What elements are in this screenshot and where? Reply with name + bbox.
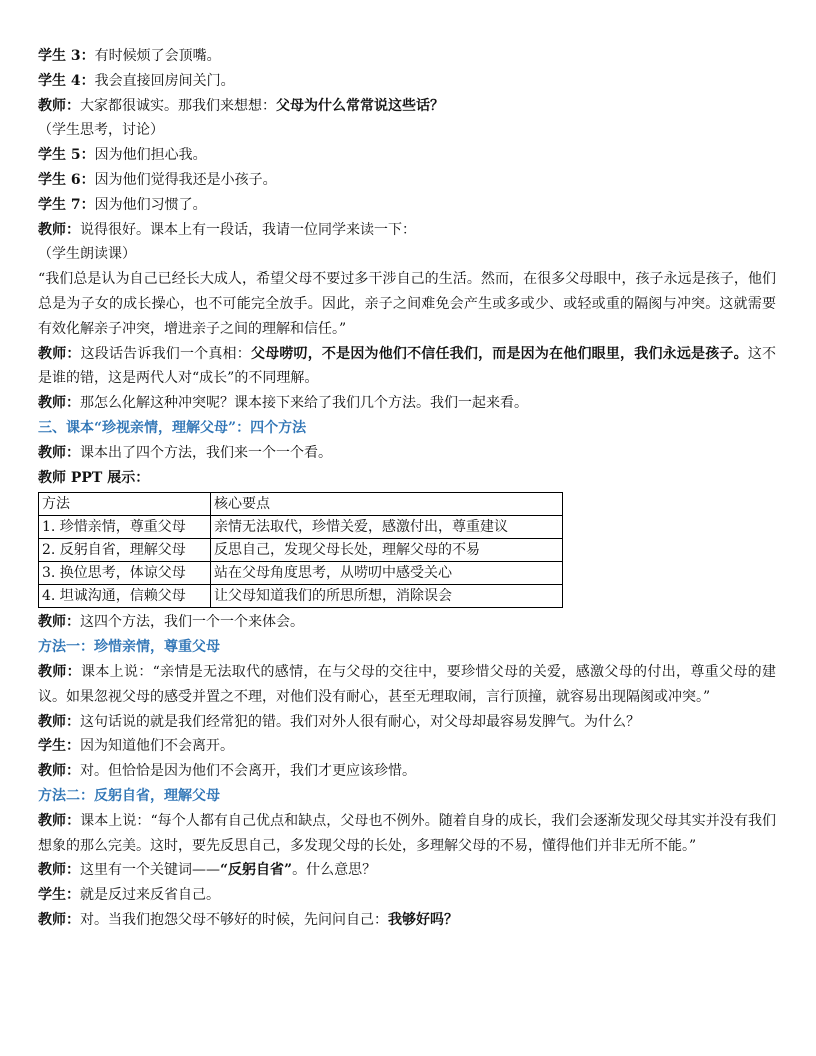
dialogue-line (38, 44, 776, 69)
table-cell: 1. 珍惜亲情，尊重父母 (39, 516, 211, 539)
dialogue-line (38, 710, 776, 735)
emphasis-text: 我够好吗？ (388, 911, 458, 928)
speaker-label: 学生： (38, 738, 80, 755)
speaker-label: 学生 6： (38, 171, 95, 188)
dialogue-text: 就是反过来反省自己。 (80, 887, 220, 904)
dialogue-text: 我会直接回房间关门。 (94, 72, 235, 89)
table-cell: 站在父母角度思考，从唠叨中感受关心 (211, 562, 563, 585)
speaker-label: 教师： (38, 97, 80, 114)
dialogue-line (38, 908, 776, 933)
emphasis-text: “反躬自省” (220, 862, 293, 879)
dialogue-text: 这段话告诉我们一个真相： (80, 345, 251, 362)
dialogue-line (38, 660, 776, 710)
dialogue-text: 对。但恰恰是因为他们不会离开，我们才更应该珍惜。 (80, 763, 416, 780)
dialogue-line (38, 759, 776, 784)
table-header-row (39, 493, 563, 516)
speaker-label: 学生： (38, 887, 80, 904)
speaker-label: 教师： (38, 862, 80, 879)
dialogue-text: 课本上说：“亲情是无法取代的感情，在与父母的交往中，要珍惜父母的关爱，感激父母的付出，尊重父母的建议。如果忽视父母的感受并置之不理，对他们没有耐心，甚至无理取闹，言行顶撞，就容易出现隔阂或冲突。” (38, 663, 777, 705)
speaker-label: 学生 7： (38, 196, 95, 213)
table-row (39, 585, 563, 608)
dialogue-line (38, 69, 776, 94)
dialogue-text: 因为知道他们不会离开。 (80, 738, 234, 755)
speaker-label: 教师： (38, 444, 80, 461)
dialogue-text: 因为他们觉得我还是小孩子。 (94, 171, 277, 188)
dialogue-text: 。什么意思？ (292, 862, 377, 879)
table-cell: 让父母知道我们的所思所想，消除误会 (211, 585, 563, 608)
table-cell: 4. 坦诚沟通，信赖父母 (39, 585, 211, 608)
textbook-quote: “我们总是认为自己已经长大成人，希望父母不要过多干涉自己的生活。然而，在很多父母眼中，孩子永远是孩子，他们总是为子女的成长操心，也不可能完全放手。因此，亲子之间难免会产生或多或少、或轻或重的隔阂与冲突。这就需要有效化解亲子冲突，增进亲子之间的理解和信任。” (38, 271, 776, 337)
table-header: 方法 (39, 493, 211, 516)
dialogue-text: 这里有一个关键词—— (80, 862, 220, 879)
dialogue-text: 课本上说：“每个人都有自己优点和缺点，父母也不例外。随着自身的成长，我们会逐渐发现父母其实并没有我们想象的那么完美。这时，要先反思自己，多发现父母的长处，多理解父母的不易，懂得他们并非无所不能。” (38, 812, 777, 854)
dialogue-line (38, 610, 776, 635)
table-row (39, 562, 563, 585)
table-cell: 亲情无法取代，珍惜关爱，感激付出，尊重建议 (211, 516, 563, 539)
lesson-transcript (38, 44, 776, 933)
table-cell: 3. 换位思考，体谅父母 (39, 562, 211, 585)
table-row (39, 539, 563, 562)
dialogue-line (38, 218, 776, 243)
dialogue-text: 对。当我们抱怨父母不够好的时候，先问问自己： (80, 911, 388, 928)
dialogue-text: 因为他们习惯了。 (94, 196, 207, 213)
speaker-label: 教师： (38, 812, 81, 829)
table-cell: 反思自己，发现父母长处，理解父母的不易 (211, 539, 563, 562)
table-header: 核心要点 (211, 493, 563, 516)
ppt-label: 教师 PPT 展示： (38, 469, 150, 486)
speaker-label: 教师： (38, 663, 81, 680)
speaker-label: 学生 3： (38, 48, 95, 64)
dialogue-line (38, 193, 776, 218)
dialogue-text: 有时候烦了会顶嘴。 (94, 48, 221, 64)
method-heading: 方法一：珍惜亲情，尊重父母 (38, 639, 220, 656)
emphasis-text: 父母为什么常常说这些话？ (276, 97, 444, 114)
speaker-label: 学生 5： (38, 147, 95, 164)
dialogue-line (38, 168, 776, 193)
dialogue-line (38, 94, 776, 119)
dialogue-line (38, 342, 776, 392)
dialogue-line (38, 734, 776, 759)
dialogue-text: （学生朗读课） (38, 246, 136, 263)
stage-direction (38, 242, 776, 267)
dialogue-line (38, 858, 776, 883)
dialogue-text: 说得很好。课本上有一段话，我请一位同学来读一下： (80, 221, 416, 238)
speaker-label: 教师： (38, 345, 81, 362)
dialogue-line (38, 883, 776, 908)
speaker-label: 教师： (38, 763, 80, 780)
dialogue-text: 因为他们担心我。 (94, 147, 207, 164)
dialogue-text: 大家都很诚实。那我们来想想： (80, 97, 276, 114)
dialogue-text: 这不是谁的错，这是两代人对“成长”的不同理解。 (38, 345, 777, 387)
methods-table (38, 492, 563, 608)
speaker-label: 学生 4： (38, 72, 95, 89)
dialogue-text: 这句话说的就是我们经常犯的错。我们对外人很有耐心，对父母却最容易发脾气。为什么？ (80, 713, 640, 730)
stage-direction (38, 118, 776, 143)
speaker-label: 教师： (38, 911, 80, 928)
dialogue-line (38, 441, 776, 466)
table-row (39, 516, 563, 539)
speaker-label: 教师： (38, 713, 80, 730)
dialogue-text: 那怎么化解这种冲突呢？课本接下来给了我们几个方法。我们一起来看。 (80, 395, 528, 412)
speaker-label: 教师： (38, 221, 80, 238)
section-heading: 三、课本“珍视亲情，理解父母”：四个方法 (38, 419, 307, 436)
dialogue-text: 课本出了四个方法，我们来一个一个看。 (80, 444, 332, 461)
dialogue-text: （学生思考，讨论） (38, 122, 164, 139)
dialogue-text: 这四个方法，我们一个一个来体会。 (80, 614, 304, 631)
method-heading: 方法二：反躬自省，理解父母 (38, 787, 220, 804)
dialogue-line (38, 809, 776, 859)
speaker-label: 教师： (38, 395, 80, 412)
dialogue-line (38, 143, 776, 168)
emphasis-text: 父母唠叨，不是因为他们不信任我们，而是因为在他们眼里，我们永远是孩子。 (250, 345, 748, 362)
speaker-label: 教师： (38, 614, 80, 631)
dialogue-line (38, 391, 776, 416)
table-cell: 2. 反躬自省，理解父母 (39, 539, 211, 562)
